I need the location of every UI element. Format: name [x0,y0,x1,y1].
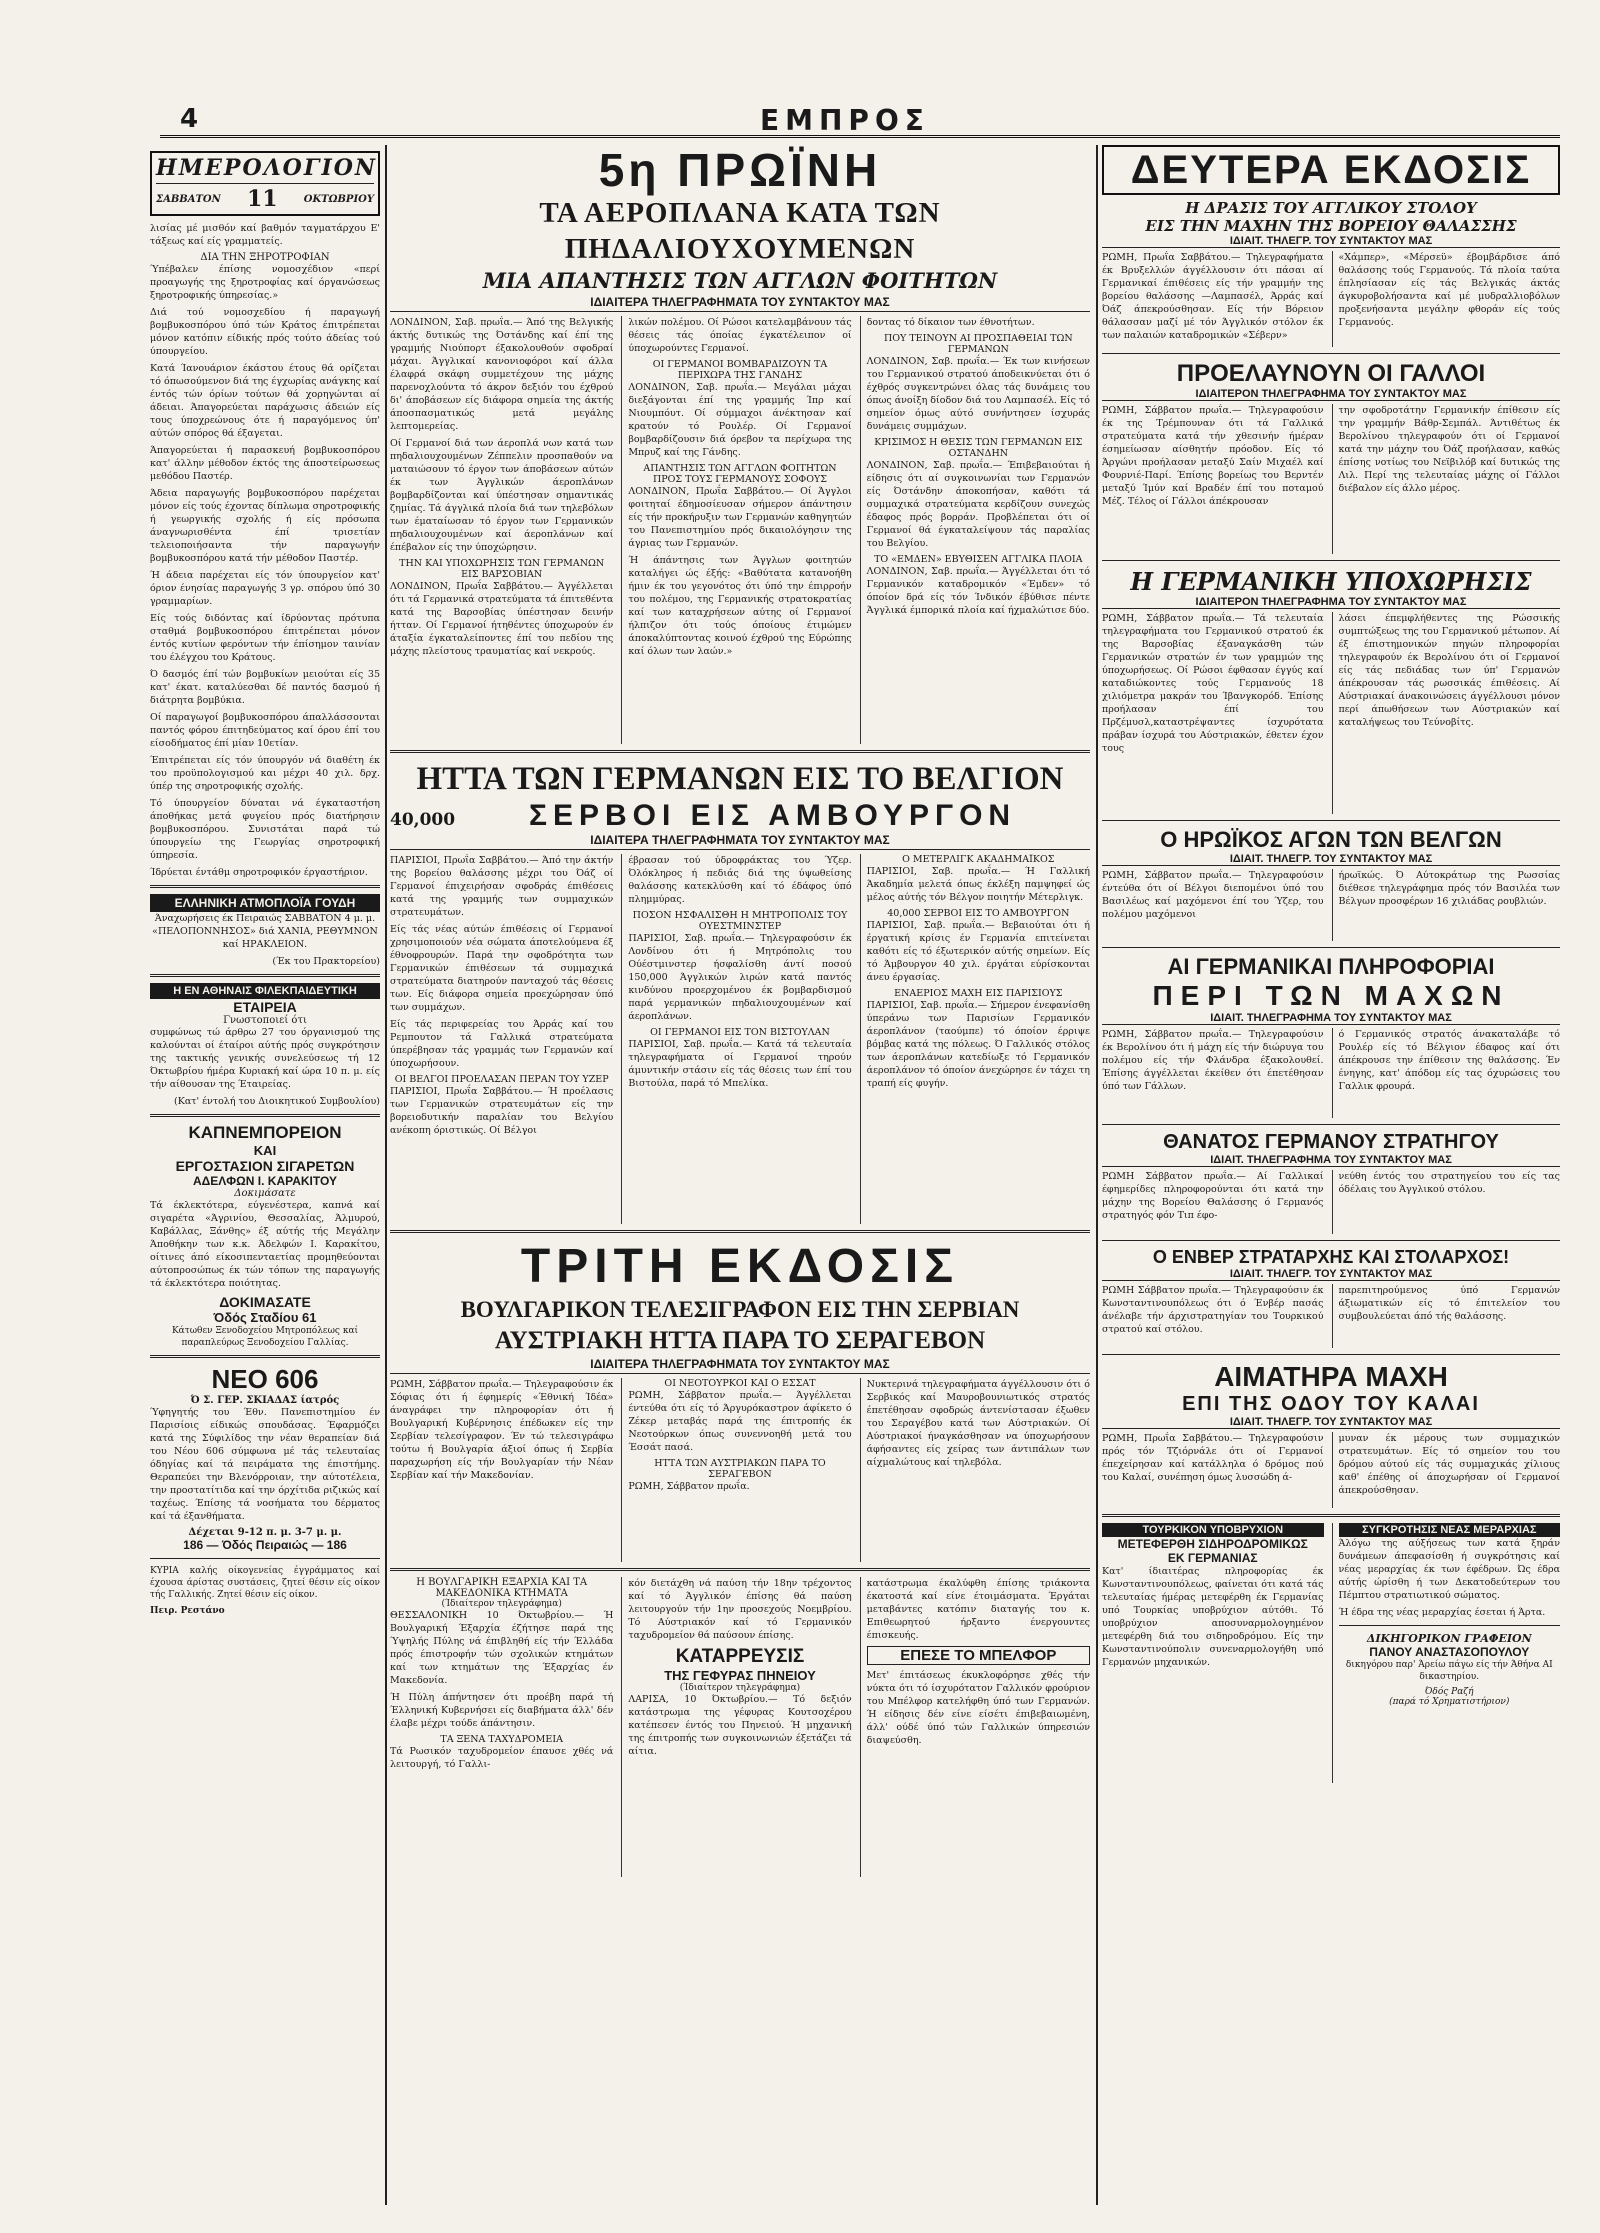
brief-name: ΠΑΝΟΥ ΑΝΑΣΤΑΣΟΠΟΥΛΟΥ [1369,1645,1530,1659]
masthead [40,20,1560,137]
article-paragraph: Άπαγορεύεται ή παρασκευή βομβυκοσπόρου κατ' άλλην μέθοδον έκτός της άποστείρωσεως μεθόδου Παστέρ. [150,445,380,482]
masthead-rule [160,135,1560,138]
news-subheading: ΑΠΑΝΤΗΣΙΣ ΤΩΝ ΑΓΓΛΩΝ ΦΟΙΤΗΤΩΝ ΠΡΟΣ ΤΟΥΣ ΓΕΡΜΑΝΟΥΣ ΣΟΦΟΥΣ [643,463,837,485]
notice-title: ΕΛΛΗΝΙΚΗ ΑΤΜΟΠΛΟΪΑ ΓΟΥΔΗ [150,894,380,912]
news-paragraph: «Χάμπερ», «Μέρσεϋ» έβομβάρδισε άπό θαλάσσης τούς Γερμανούς. Τά πλοία ταύτα έπλησίασαν είς τάς Βελγικάς άκτάς άγκυροβολήσαντα καί μέ μυδραλλιοβόλων προξενήσαντα μεγάλην φθοράν είς τούς Γερμανούς. [1338,252,1560,328]
news-subheading: ΗΤΤΑ ΤΩΝ ΑΥΣΤΡΙΑΚΩΝ ΠΑΡΑ ΤΟ ΣΕΡΑΓΕΒΟΝ [654,1458,826,1480]
ad-address: 186 — Όδός Πειραιώς — 186 [183,1538,347,1552]
news-block [390,1577,1090,1877]
middle-column [390,145,1090,2205]
telegram-note: ΙΔΙΑΙΤ. ΤΗΛΕΓΡ. ΤΟΥ ΣΥΝΤΑΚΤΟΥ ΜΑΣ [1102,853,1560,866]
main-headline: ΤΑ ΑΕΡΟΠΛΑΝΑ ΚΑΤΑ ΤΩΝ ΠΗΔΑΛΙΟΥΧΟΥΜΕΝΩΝ [539,197,941,265]
headline: ΕΠΙ ΤΗΣ ΟΔΟΥ ΤΟΥ ΚΑΛΑΙ [1182,1393,1480,1415]
news-subheading: ΤΟ «ΕΜΔΕΝ» ΕΒΥΘΙΣΕΝ ΑΓΓΛΙΚΑ ΠΛΟΙΑ [874,554,1083,565]
notice-lead: Γνωστοποιεί ότι [223,1015,307,1026]
news-subheading: ΟΙ ΓΕΡΜΑΝΟΙ ΕΙΣ ΤΟΝ ΒΙΣΤΟΥΛΑΝ [650,1027,830,1038]
brief-subtitle: ΕΚ ΓΕΡΜΑΝΙΑΣ [1167,1551,1258,1565]
telegram-note: ΙΔΙΑΙΤ. ΤΗΛΕΓΡΑΦΗΜΑ ΤΟΥ ΣΥΝΤΑΚΤΟΥ ΜΑΣ [1102,1154,1560,1167]
classified-signature: Πειρ. Ρεστάνο [150,1606,225,1616]
news-subheading: ΠΟΣΟΝ ΗΣΦΑΛΙΣΘΗ Η ΜΗΤΡΟΠΟΛΙΣ ΤΟΥ ΟΥΕΣΤΜΙΝΣΤΕΡ [632,910,848,932]
edition-tag: 5η ΠΡΩΪΝΗ [598,145,882,196]
news-note: (Ίδιαίτερον τηλεγράφημα) [441,1599,562,1609]
news-paragraph: Ή άπάντησις των Άγγλων φοιτητών καταλήγει ώς έξής: «Βαθύτατα κατανοήθη ήμιν έκ του γεγονότος ότι ύπό την έπιρροήν του πολέμου, της Γερμανικής στρατοκρατίας καί των καταχρήσεων αύτης οί Γερμανοί ήλπιζον ότι τούς όποίους έτιμώμεν άποκαλύπτοντας κοινού έχθρού της Εύρώπης καί όλων των λαών.» [628,555,852,657]
news-paragraph: ό Γερμανικός στρατός άνακαταλάβε τό Ρουλέρ είς τό Βέλγιον έδαφος καί ότι άπέκρουσε την έπίθεσιν της θαλάσσης. Έν ένηγης, κατ' άπόδομ είς τας όχυρώσεις του Γαλλικ φρουρά. [1338,1029,1560,1092]
calendar-box [150,151,380,216]
news-paragraph: λικών πολέμου. Οί Ρώσοι κατελαμβάνουν τάς θέσεις τάς όποίας έγκατέλειπον οί ύποχωρούντες Γερμανοί. [628,317,852,354]
ad-text: Ύφηγητής του Έθν. Πανεπιστημίου έν Παρισίοις είδικώς σπουδάσας. Έφαρμόζει κατά της Σύφιλίδος την νέαν θεραπείαν διά του Νέου 606 σύμφωνα μέ τάς τελευταίας όδηγίας καί τά πειράματα της έπιστήμης. Θεραπεύει την Βλενόρροιαν, την αύτοτέλεια, την προστατίτιδα καί την όρχίτιδα ριζικώς καί ταχέως. Έπίσης τά νοσήματα του δέρματος καί τά έξανθήματα. [150,1407,380,1522]
ad-title: ΝΕΟ 606 [211,1364,319,1394]
headline-count: 40,000 [390,810,456,830]
news-paragraph: ΛΟΝΔΙΝΟΝ, Σαβ. πρωΐα.— Άγγέλλεται ότι τό Γερμανικόν καταδρομικόν «Έμδεν» τό όποίον δρά είς τόν Ίνδικόν έβύθισε πέντε Άγγλικά έμπορικά πλοία καί ήχμαλώτισε δύο. [866,566,1090,616]
telegram-note: ΙΔΙΑΙΤΕΡΑ ΤΗΛΕΓΡΑΦΗΜΑΤΑ ΤΟΥ ΣΥΝΤΑΚΤΟΥ ΜΑΣ [390,833,1090,850]
news-block [390,316,1090,744]
headline: ΘΑΝΑΤΟΣ ΓΕΡΜΑΝΟΥ ΣΤΡΑΤΗΓΟΥ [1163,1131,1499,1153]
article-paragraph: Έπιτρέπεται είς τόν ύπουργόν νά διαθέτη έκ του προϋπολογισμού και μέχρι 40 χιλ. δρχ. ύπέρ της σηροτροφικής σχολής. [150,755,380,792]
news-paragraph: έβρασαν τού ύδροφράκτας του Ύζερ. Όλόκληρος ή πεδιάς διά της ύψωθείσης θαλάσσης κατεκλύσθη καί τό έδάφος ύπό πλημμύρας. [628,855,852,905]
brief-subtitle: ΜΕΤΕΦΕΡΘΗ ΣΙΔΗΡΟΔΡΟΜΙΚΩΣ [1117,1537,1308,1551]
news-paragraph: ΛΟΝΔΙΝΟΝ, Σαβ. πρωΐα.— Έκ των κινήσεων του Γερμανικού στρατού άποδεικνύεται ότι ό έχθρός συγκεντρώνει όλας τάς δυνάμεις του όπως άνοίξη δίοδον διά του Λαμπασέλ. Είς τό σημείον όμως αύτό συνήντησεν ίσχυράς δυνάμεις συμμάχων. [866,356,1090,432]
brief-address: Όδός Ραζή [1424,1687,1474,1697]
notice-subtitle: ΕΤΑΙΡΕΙΑ [233,999,297,1015]
news-paragraph: ΛΟΝΔΙΝΟΝ, Σαβ. πρωΐα.— Μεγάλαι μάχαι διεξάγονται έπί της γραμμής Ίπρ καί Νιουμπόυτ. Οί σύμμαχοι άνέκτησαν καί κρατούν τό Ρουλέρ. Οί Γερμανοί βομβαρδίζουσιν διά όρεβον τα περίχωρα της Μπρυζ καί της Γάνδης. [628,382,852,458]
newspaper-page [40,20,1560,2210]
news-paragraph: κατάστρωμα έκαλύφθη έπίσης τριάκοντα έκατοστά καί είνε έτοιμάσματα. Έργάται μεταβάντες κατόπιν διαταγής του κ. Επιθεωρητού ήρξαντο ένεργουντες έπισκευής. [866,1578,1090,1641]
news-paragraph: ΡΩΜΗ, Σάββατον πρωΐα.— Τηλεγραφούσιν έκ Βερολίνου ότι ή μάχη είς τήν διώρυγα του πολέμου είς τήν Φλάνδρα έξακολουθεί. Έπίσης άγγέλλεται έκείθεν ότι έπετέθησαν ύπό των Γάλλων. [1102,1029,1324,1092]
news-paragraph: Οί Γερμανοί διά των άεροπλά νων κατά των πηδαλιουχουμένων Ζέππελιν προσπαθούν να ματαιώσουν τό έργον των άποβάσεων αύτών έκ των Άγγλικών άεροπλάνων βομβαρδίζονται καί ύπέστησαν σημαντικάς ζημίας. Τά άγγλικά πλοία διά των τηλεβόλων των έματαίωσαν τό έργον των Γερμανικών πηδαλιουχουμένων καί άεροπλάνων καί έπέβαλον είς την ύποχώρησιν. [390,438,614,553]
headline: ΑΥΣΤΡΙΑΚΗ ΗΤΤΑ ΠΑΡΑ ΤΟ ΣΕΡΑΓΕΒΟΝ [494,1327,986,1354]
news-paragraph: ΠΑΡΙΣΙΟΙ, Πρωΐα Σαββάτου.— Άπό την άκτήν της βορείου θαλάσσης μέχρι του Όάζ οί Γερμανοί έπιχειρήσαν σφοδράς έπιθέσεις κατά της γραμμής των συμμαχικών στρατευμάτων. [390,855,614,918]
news-paragraph: ΘΕΣΣΑΛΟΝΙΚΗ 10 Όκτωβρίου.— Ή Βουλγαρική Έξαρχία έζήτησε παρά της Ύψηλής Πύλης νά έπιβληθή είς τήν Έλλάδα πρός έπιστροφήν τών σχολικών κτημάτων καί των κτημάτων της Έξαρχίας έν Μακεδονία. [390,1610,614,1686]
calendar-month: ΟΚΤΩΒΡΙΟΥ [303,193,374,205]
brief-text: Άλόγω της αύξήσεως των κατά ξηράν δυνάμεων άπεφασίσθη ή συγκρότησις καί νέας μεραρχίας έκ των έφέδρων. Ώς έδρα αύτής ώρίσθη ή των Δεκατοδεύτερων του Πέμπτου στρατιωτικού σώματος. [1338,1538,1560,1601]
news-paragraph: ΠΑΡΙΣΙΟΙ, Σαβ. πρωΐα.— Σήμερον ένεφανίσθη ύπεράνω των Παρισίων Γερμανικόν άεροπλάνον (ταούμπε) τό όποίον έρριψε βόμβας κατά της πόλεως. Ό Γαλλικός στόλος των άεροπλάνων κατεδίωξε τό Γερμανικόν άεροπλάνον τό όποίον άνεχώρησε έν τάχει τη τραπή είς φυγήν. [866,1000,1090,1089]
news-paragraph: Είς τάς περιφερείας του Άρράς καί του Ρεμπουτον τά Γαλλικά στρατεύματα ύπερέβησαν τάς γραμμάς των Γερμανών καί ύποχωρήσουν. [390,1019,614,1069]
ad-doctor: Ό Σ. ΓΕΡ. ΣΚΙΑΔΑΣ ίατρός [190,1395,340,1406]
notice-title: Η ΕΝ ΑΘΗΝΑΙΣ ΦΙΛΕΚΠΑΙΔΕΥΤΙΚΗ [150,983,380,999]
news-paragraph: Νυκτερινά τηλεγραφήματα άγγέλλουσιν ότι ό Σερβικός καί Μαυροβουνιωτικός στρατός έπετέθησαν σφοδρώς άντενίστασαν έξωθεν του Σεραγέβου κατά των Αύστριακών. Οί Αύστριακοί ήναγκάσθησαν να ύποχωρήσουν άφήσαντες είς χείρας των άντιπάλων των αίχμαλώτους καί τηλεβόλα. [866,1379,1090,1468]
news-paragraph: ΡΩΜΗ, Σάββατον πρωΐα.— Τηλεγραφούσιν έκ Σόφιας ότι ή έφημερίς «Έθνική Ίδέα» άναγράφει την πληροφορίαν ότι ή Βουλγαρική Κυβέρνησις έπέδωκεν είς την Σερβίαν τελεσίγραφον. Έν τώ τελεσιγράφω τούτω ή Βουλγαρία άξιοί όπως ή Σερβία παραχωρήση είς τήν Βουλγαρίαν τήν Νέαν Σερβίαν καί τήν Μακεδονίαν. [390,1379,614,1481]
notice-signature: (Έκ του Πρακτορείου) [272,956,380,967]
news-paragraph: ΛΟΝΔΙΝΟΝ, Σαβ. πρωΐα.— Έπιβεβαιούται ή είδησις ότι αί συγκοινωνίαι των Γερμανών είς Όστάνδην άποκοπήσαν, καθότι τά συμμαχικά στρατεύματα κερδίζουν συνεχώς έδαφος πρός βορράν. Προβλέπεται ότι οί Γερμανοί θά έγκαταλείψουν τάς παραλίας του Βελγίου. [866,460,1090,549]
brief-title: ΔΙΚΗΓΟΡΙΚΟΝ ΓΡΑΦΕΙΟΝ [1366,1632,1532,1645]
news-paragraph: ΡΩΜΗ, Σάββατον πρωΐα.— Τηλεγραφούσιν έντεύθα ότι οί Βέλγοι διεπομένοι ύπό του Βασιλέως καί μαχόμενοι έπί του Ύζερ, του πολέμου μαχόμενοι [1102,870,1324,920]
calendar-title: ΗΜΕΡΟΛΟΓΙΟΝ [156,155,378,181]
news-subheading: ΟΙ ΒΕΛΓΟΙ ΠΡΟΕΛΑΣΑΝ ΠΕΡΑΝ ΤΟΥ ΥΖΕΡ [394,1074,609,1085]
page-number: 4 [180,104,199,134]
calendar-date: 11 [246,186,278,212]
news-paragraph: μυναν έκ μέρους των συμμαχικών στρατευμάτων. Είς τό σημείον του του δρόμου αύτού είς τάς συμμαχικάς χίλιους καθ' έπέθης οί άποχωρήσαν οί Γερμανοί άπεκρούσθησαν. [1338,1433,1560,1496]
news-subheading: Η ΒΟΥΛΓΑΡΙΚΗ ΕΞΑΡΧΙΑ ΚΑΙ ΤΑ ΜΑΚΕΔΟΝΙΚΑ ΚΤΗΜΑΤΑ [416,1577,588,1599]
news-subheading: ΤΑ ΞΕΝΑ ΤΑΧΥΔΡΟΜΕΙΑ [440,1734,563,1745]
news-paragraph: κόν διετάχθη νά παύση τήν 18ην τρέχοντος καί τό Άγγλικόν έπίσης θά παύση λειτουργούν τήν 1ην προσεχούς Νοεμβρίου. Τό Αύστριακόν καί τό Γερμανικόν ταχυδρομείον θά παύσουν έπίσης. [628,1578,852,1641]
news-paragraph: ήρωϊκώς. Ό Αύτοκράτωρ της Ρωσσίας διέθεσε τηλεγράφημα πρός τόν Βασιλέα των Βέλγων προσφέρων 16 χιλιάδας ρουβλιών. [1338,870,1560,907]
news-paragraph: ΡΩΜΗ, Πρωΐα Σαββάτου.— Τηλεγραφούσιν πρός τόν Τζιόρνάλε ότι οί Γερμανοί έπεχείρησαν καί κατάλληλα ό δρόμος πού του Καλαί, συνέπηση όμως λυσσώδη ά- [1102,1433,1324,1483]
news-paragraph: ΠΑΡΙΣΙΟΙ, Σαβ. πρωΐα.— Βεβαιούται ότι ή έργατική κρίσις έν Γερμανία επιτείνεται καθότι είς τό έξωτερικόν αύτής σημείων. Είς τό Άμβουργον 40 χιλ. έργάται εύρίσκονται άνευ έργασίας. [866,920,1090,983]
edition-tag: ΔΕΥΤΕΡΑ ΕΚΔΟΣΙΣ [1102,145,1560,195]
headline: Ο ΕΝΒΕΡ ΣΤΡΑΤΑΡΧΗΣ ΚΑΙ ΣΤΟΛΑΡΧΟΣ! [1152,1247,1510,1267]
news-paragraph: ΡΩΜΗ Σάββατον πρωΐα.— Αί Γαλλικαί έφημερίδες πληροφορούνται ότι κατά την μάχην της Βορείου Θαλάσσης ό Γερμανός στρατηγός φόν Τιπ έφο- [1102,1171,1324,1221]
classified-text: ΚΥΡΙΑ καλής οίκογενείας έγγράμματος καί έχουσα άρίστας συστάσεις, ζητεί θέσιν είς οίκον τής Γαλλικής. Ζητεί θέσιν είς οίκον. [150,1566,380,1600]
headline: ΠΡΟΕΛΑΥΝΟΥΝ ΟΙ ΓΑΛΛΟΙ [1176,360,1486,387]
article-paragraph: Τό ύπουργείον δύναται νά έγκαταστήση άποθήκας μετά φυγείου πρός διατήρησιν βομβυκοσπόρου. Συνιστάται παρά τώ ύπουργείω της Γεωργίας σηροτροφική ύπηρεσία. [150,798,380,861]
telegram-note: ΙΔΙΑΙΤΕΡΑ ΤΗΛΕΓΡΑΦΗΜΑΤΑ ΤΟΥ ΣΥΝΤΑΚΤΟΥ ΜΑΣ [390,295,1090,312]
article-paragraph: Άδεια παραγωγής βομβυκοσπόρου παρέχεται μόνον είς τούς έχοντας δίπλωμα σηροτροφικής ή γεωργικής σχολής ή είς πρόσωπα άναγνωρισθέντα έπί τρισετίαν τελειοποιήσαντα τήν παραγωγήν βομβυκοσπόρου κατά τήν μέθοδον Παστέρ. [150,488,380,564]
telegram-note: ΙΔΙΑΙΤ. ΤΗΛΕΓΡ. ΤΟΥ ΣΥΝΤΑΚΤΟΥ ΜΑΣ [1102,1416,1560,1429]
headline: ΕΙΣ ΤΗΝ ΜΑΧΗΝ ΤΗΣ ΒΟΡΕΙΟΥ ΘΑΛΑΣΣΗΣ [1145,217,1517,235]
news-paragraph: ΡΩΜΗ, Σάββατον πρωΐα. [628,1481,750,1492]
news-paragraph: ΠΑΡΙΣΙΟΙ, Σαβ. πρωΐα.— Τηλεγραφούσιν έκ Λονδίνου ότι ή Μητρόπολις του Ούέστμινστερ ήσφαλίσθη άντί ποσού 150,000 Άγγλικών λιρών κατά παντός κινδύνου προερχομένου έκ βομβαρδισμού παρά γερμανικών πηδαλιουχουμένων καί άεροπλάνων. [628,933,852,1022]
notice-signature: (Κατ' έντολή του Διοικητικού Συμβουλίου) [174,1096,380,1107]
column-divider [385,145,387,2205]
news-paragraph: ΠΑΡΙΣΙΟΙ, Σαβ. πρωΐα.— Ή Γαλλική Άκαδημία μελετά όπως έκλέξη παμψηφεί ώς μέλος αύτής τόν Βέλγον ποιητήν Μέτερλιγκ. [866,866,1090,903]
news-subheading: ΕΝΑΕΡΙΟΣ ΜΑΧΗ ΕΙΣ ΠΑΡΙΣΙΟΥΣ [894,988,1063,999]
brief-title: ΤΟΥΡΚΙΚΟΝ ΥΠΟΒΡΥΧΙΟΝ [1102,1523,1324,1537]
headline: ΗΤΤΑ ΤΩΝ ΓΕΡΜΑΝΩΝ ΕΙΣ ΤΟ ΒΕΛΓΙΟΝ [416,761,1064,797]
ad-and: ΚΑΙ [253,1143,277,1158]
ad-hours: Δέχεται 9-12 π. μ. 3-7 μ. μ. [188,1527,342,1538]
news-paragraph: Μετ' έπιτάσεως έκυκλοφόρησε χθές τήν νύκτα ότι τό ίσχυρότατον Γαλλικόν φρούριον του Μπέλφορ κατελήφθη ύπό των Γερμανών. Ή είδησις δέν είνε είσέτι έπιβεβαιωμένη, άλλ' ούδέ ύπό τών Γαλλικών ύπηρεσιών διαψεύσθη. [866,1670,1090,1746]
news-subheading: ΤΗΝ ΚΑΙ ΥΠΟΧΩΡΗΣΙΣ ΤΩΝ ΓΕΡΜΑΝΩΝ ΕΙΣ ΒΑΡΣΟΒΙΑΝ [399,558,605,580]
news-paragraph: Ή Πύλη άπήντησεν ότι προέβη παρά τή Έλληνική Κυβερνήσει είς διαβήματα άλλ' δέν έλαβε μέχρι τούδε άπάντησιν. [390,1692,614,1729]
telegram-note: ΙΔΙΑΙΤΕΡΑ ΤΗΛΕΓΡΑΦΗΜΑΤΑ ΤΟΥ ΣΥΝΤΑΚΤΟΥ ΜΑΣ [390,1357,1090,1374]
news-paragraph: Είς τάς νέας αύτών έπιθέσεις οί Γερμανοί χρησιμοποιούν νέα σώματα άποτελούμενα έξ έθνοφρουρών. Παρά την σφοδρότητα των Γερμανικών έπιθέσεων τά συμμαχικά στρατεύματα διατηρούν πανταχού τάς θέσεις των. Είς διάφορα σημεία προεχώρησαν ύπό των συμμάχων. [390,924,614,1013]
news-paragraph: ΛΟΝΔΙΝΟΝ, Πρωΐα Σαββάτου.— Άγγέλλεται ότι τά Γερμανικά στρατεύματα τά έπιτεθέντα κατά της Βαρσοβίας ύπέστησαν δεινήν ήτταν. Οί Γερμανοί ήτηθέντες ύποχωρούν έν άταξία έγκαταλείποντες έπί του πεδίου της μάχης πλείστους τραυματίας καί νεκρούς. [390,581,614,657]
column-divider [1096,145,1098,2205]
ad-address: Όδός Σταδίου 61 [213,1310,317,1325]
headline: Η ΔΡΑΣΙΣ ΤΟΥ ΑΓΓΛΙΚΟΥ ΣΤΟΛΟΥ [1185,199,1477,217]
brief-title: ΣΥΓΚΡΟΤΗΣΙΣ ΝΕΑΣ ΜΕΡΑΡΧΙΑΣ [1339,1523,1561,1537]
article-title: ΔΙΑ ΤΗΝ ΞΗΡΟΤΡΟΦΙΑΝ [200,252,330,263]
news-subheading: ΚΡΙΣΙΜΟΣ Η ΘΕΣΙΣ ΤΩΝ ΓΕΡΜΑΝΩΝ ΕΙΣ ΟΣΤΑΝΔΗΝ [874,437,1083,459]
headline: ΑΙ ΓΕΡΜΑΝΙΚΑΙ ΠΛΗΡΟΦΟΡΙΑΙ [1167,954,1495,979]
news-subheading: Ο ΜΕΤΕΡΛΙΓΚ ΑΚΑΔΗΜΑΪΚΟΣ [902,854,1055,865]
news-note: (Ίδιαίτερον τηλεγράφημα) [679,1683,801,1693]
article-paragraph: Οί παραγωγοί βομβυκοσπόρου άπαλλάσσονται παντός φόρου έπιτηδεύματος καί όρου έπί του είσοδήματος έπί μίαν 10ετίαν. [150,712,380,749]
intro-text: λισίας μέ μισθόν καί βαθμόν ταγματάρχου Ε' τάξεως καί είς γραμματείς. [150,223,380,247]
headline: Ο ΗΡΩΪΚΟΣ ΑΓΩΝ ΤΩΝ ΒΕΛΓΩΝ [1160,827,1502,852]
headline: Η ΓΕΡΜΑΝΙΚΗ ΥΠΟΧΩΡΗΣΙΣ [1130,567,1532,596]
news-subheading: ΟΙ ΓΕΡΜΑΝΟΙ ΒΟΜΒΑΡΔΙΖΟΥΝ ΤΑ ΠΕΡΙΧΩΡΑ ΤΗΣ ΓΑΝΔΗΣ [652,359,828,381]
ad-brothers: ΑΔΕΛΦΩΝ Ι. ΚΑΡΑΚΙΤΟΥ [193,1174,337,1188]
news-headline: ΚΑΤΑΡΡΕΥΣΙΣ [675,1646,805,1667]
headline: ΠΕΡΙ ΤΩΝ ΜΑΧΩΝ [1152,980,1510,1011]
news-paragraph: ΡΩΜΗ Σάββατον πρωΐα.— Τηλεγραφούσιν έκ Κωνσταντινουπόλεως ότι ό Ένβέρ πασάς άνέλαβε τήν άρχιστρατηγίαν του Τουρκικού στρατού καί στόλου. [1102,1285,1324,1335]
telegram-note: ΙΔΙΑΙΤ. ΤΗΛΕΓΡ. ΤΟΥ ΣΥΝΤΑΚΤΟΥ ΜΑΣ [1102,235,1560,248]
news-headline: ΕΠΕΣΕ ΤΟ ΜΠΕΛΦΟΡ [867,1646,1090,1665]
notice-text: συμφώνως τώ άρθρω 27 του όργανισμού της καλούνται οί έταίροι αύτής πρός συγκρότησιν της τακτικής γενικής συνελεύσεως τή 12 Όκτωβρίου ήμέρα Κυριακή καί ώρα 10 π. μ. είς τήν αίθουσαν της Έταιρείας. [150,1027,380,1090]
article-paragraph: Ό δασμός έπί τών βομβυκίων μειούται είς 35 κατ' έκατ. καταλύεσθαι δέ παντός δασμού ή διάτρητα βομβύκια. [150,669,380,706]
left-column [150,145,380,2205]
headline: ΒΟΥΛΓΑΡΙΚΟΝ ΤΕΛΕΣΙΓΡΑΦΟΝ ΕΙΣ ΤΗΝ ΣΕΡΒΙΑΝ [460,1297,1020,1322]
article-paragraph: Είς τούς διδόντας καί ίδρύοντας πρότυπα σταθμά βομβυκοσπόρου έπιτρέπεται μόνον έντός κυτίων φερόντων τήν έπίσημον ταινίαν του έλέγχου του Κράτους. [150,613,380,663]
news-paragraph: την σφοδροτάτην Γερμανικήν έπίθεσιν είς την γραμμήν Βάθρ-Σεμπάλ. Άντιθέτως έκ Βερολίνου τηλεγραφούν ότι οί Γερμανοί κατά την μάχην του Όάζ προήλασαν, καθώς έπίσης νοτίως του Νεϊβιλόβ καί δυτικώς της Λιλ. Περί της τελευταίας μάχης οί Γάλλοι διέβαλον είς άλλο μέρος. [1338,405,1560,494]
ad-try: ΔΟΚΙΜΑΣΑΤΕ [219,1294,311,1310]
news-paragraph: Τά Ρωσικόν ταχυδρομείον έπαυσε χθές νά λειτουργή, τό Γαλλι- [390,1746,614,1770]
ad-text: Τά έκλεκτότερα, εύγενέστερα, καπνά καί σιγαρέτα «Άγρινίου, Θεσσαλίας, Άλμυρού, Καβάλλας, Ξάνθης» έξ αύτής τής Μεγάλην Άποθήκην των κ.κ. Άδελφών Ι. Καρακίτου, οίτινες άπό είκοσιπενταετίας προμηθεύονται αύτοπροσώπως έκ τών τόπων της παραγωγής τά έκλεκτότερα ποιότητας. [150,1200,380,1289]
news-subheading: ΟΙ ΝΕΟΤΟΥΡΚΟΙ ΚΑΙ Ο ΕΣΣΑΤ [664,1378,816,1389]
news-subheading: ΠΟΥ ΤΕΙΝΟΥΝ ΑΙ ΠΡΟΣΠΑΘΕΙΑΙ ΤΩΝ ΓΕΡΜΑΝΩΝ [883,333,1073,355]
news-paragraph: ΠΑΡΙΣΙΟΙ, Σαβ. πρωΐα.— Κατά τά τελευταία τηλεγραφήματα οί Γερμανοί τηρούν άμυντικήν στάσιν είς τάς θέσεις των έπί του Βιστούλα, παρά τό Μπελίκα. [628,1039,852,1089]
ad-title: ΚΑΠΝΕΜΠΟΡΕΙΟΝ [188,1123,342,1142]
news-paragraph: ΛΟΝΔΙΝΟΝ, Σαβ. πρωΐα.— Άπό της Βελγικής άκτής δυτικώς της Όστάνδης καί έπί της γραμμής Νιούπορτ έξακολουθούν σφοδραί μάχαι. Άγγλικαί κανονιοφόροι καί άλλα έλαφρά σκάφη συμμετέχουν της μάχης παρενοχλούντα τό άκρον δεξιόν του έχθρού δι' άποβάσεων είς διάφορα σημεία της άκτής άποσπασματικώς μετά μεγάλης λεπτομερείας. [390,317,614,432]
news-paragraph: δοντας τό δίκαιον των έθνοτήτων. [866,317,1035,328]
article-paragraph: Ή άδεια παρέχεται είς τόν ύπουργείον κατ' όριον ένησίας παραγωγής 3 γρ. σπόρου ύπό 30 γραμμαρίων. [150,570,380,607]
news-paragraph: ΡΩΜΗ, Σάββατον πρωΐα.— Τά τελευταία τηλεγραφήματα του Γερμανικού στρατού έκ της Βαρσοβίας έξαναγκάσθη τών Γερμανικών στρατών έν των γραμμών της ύποχωρήσεως. Οί Ρώσοι έφθασαν έγγύς καί καταδιώκοντες τούς Γερμανούς 18 χιλιόμετρα μακράν του Ίβανγκορόδ. Έπίσης προήλασαν έπί του Πρζέμυσλ,καταστρέψαντες ίσχυρότατα πράβαν ίσχυρά του Αύστριακών, έθετεν έχον τους [1102,613,1324,754]
ad-subtitle: ΕΡΓΟΣΤΑΣΙΟΝ ΣΙΓΑΡΕΤΩΝ [175,1158,355,1174]
paper-name: ΕΜΠΡΟΣ [760,104,930,137]
news-paragraph: ΡΩΜΗ, Πρωΐα Σαββάτου.— Τηλεγραφήματα έκ Βρυξελλών άγγέλλουσιν ότι πάσαι αί Γερμανικαί έπιθέσεις είς τήν γραμμήν της βορείου θαλάσσης —Λαμπασέλ, Άρράς καί Όάζ άπεκρούσθησαν. Είς τήν Βόρειον θάλασσαν μαζί μέ τόν Άγγλικόν στόλον έκ των παλαιών καταδρομικών «Σέβερν» [1102,252,1324,341]
news-block [390,854,1090,1224]
news-paragraph: λάσει έπεμφλήθεντες της Ρώσσικής συμπτώξεως της του Γερμανικού μέτωπον. Αί έξ έπιστημονικών πηγών πληροφορίαι τηλεγραφούν έκ Βερολίνου ότι οί Γερμανοί είς τάς πεδιάδας των ύπ' Γερμανών άπέκρουσαν τάς ρωσσικάς έπιθέσεις. Αί Αύστριακαί άνακοινώσεις άγγέλλουσι μόνον περί άπωθήσεων των Αύστριακών καί καταλήψεως του Τεύνοβίτς. [1338,613,1560,728]
telegram-note: ΙΔΙΑΙΤ. ΤΗΛΕΓΡ. ΤΟΥ ΣΥΝΤΑΚΤΟΥ ΜΑΣ [1102,1268,1560,1281]
right-column [1102,145,1560,2205]
news-paragraph: παρεπιτηρούμενος ύπό Γερμανών άξιωματικών είς τό έπιτελείον του συμβουλεύεται άπό τής θαλάσσης. [1338,1285,1560,1322]
news-paragraph: ΡΩΜΗ, Σάββατον πρωΐα.— Άγγέλλεται έντεύθα ότι είς τό Άργυρόκαστρον άφίκετο ό Ζέκερ μεταβάς παρά της έπιτροπής έκ Νεοτούρκων όπως συνεννοηθή μετά του Έσσάτ πασά. [628,1390,852,1453]
sub-headline: ΜΙΑ ΑΠΑΝΤΗΣΙΣ ΤΩΝ ΑΓΓΛΩΝ ΦΟΙΤΗΤΩΝ [482,268,998,293]
article-paragraph: Ύπέβαλεν έπίσης νομοσχέδιον «περί προαγωγής της ξηροτροφίας καί όργανώσεως ξηροτροφικής ύπηρεσίας.» [150,264,380,301]
news-headline: ΤΗΣ ΓΕΦΥΡΑΣ ΠΗΝΕΙΟΥ [664,1668,816,1683]
news-block [390,1378,1090,1562]
calendar-day: ΣΑΒΒΑΤΟΝ [156,193,221,205]
news-subheading: 40,000 ΣΕΡΒΟΙ ΕΙΣ ΤΟ ΑΜΒΟΥΡΓΟΝ [887,908,1070,919]
ad-footer: Κάτωθεν Ξενοδοχείου Μητροπόλεως καί παραπλεύρως Ξενοδοχείου Γαλλίας. [171,1326,359,1348]
article-paragraph: Κατά Ίανουάριον έκάστου έτους θά ορίζεται τό όπωσούμενον διά της έγχωρίας ανάγκης καί έντός τών όρίων τούτων θά χορηγώνται αί άδειαι. Άπαγορεύεται παράχωσις άδειών είς τους ύποχρεώνους ότε ή παραγόμενος ύπ' αύτών σπόρος θά έξαγεται. [150,363,380,439]
news-paragraph: ΛΑΡΙΣΑ, 10 Όκτωβρίου.— Τό δεξιόν κατάστρωμα της γέφυρας Κουτσοχέρου κατέπεσεν έντός του Πηνειού. Ή μηχανική της έπιτροπής των συγκοινωνιών έξετάζει τά αίτια. [628,1694,852,1757]
brief-text: Ή έδρα της νέας μεραρχίας έσεται ή Άρτα. [1338,1607,1546,1618]
news-paragraph: ΠΑΡΙΣΙΟΙ, Πρωΐα Σαββάτου.— Ή προέλασις των Γερμανικών στρατευμάτων είς την βορειοδυτικήν παραλίαν του Βελγίου ανέκοπη όριστικώς. Οί Βέλγοι [390,1086,614,1136]
news-paragraph: ΛΟΝΔΙΝΟΝ, Πρωΐα Σαββάτου.— Οί Άγγλοι φοιτηταί έδημοσίευσαν σήμερον άπάντησιν είς τήν προκήρυξιν των Γερμανών καθηγητών του Πανεπιστημίου πρός δικαιολόγησιν της άγριας των Γερμανών. [628,486,852,549]
headline: ΣΕΡΒΟΙ ΕΙΣ ΑΜΒΟΥΡΓΟΝ [528,799,1017,832]
article-paragraph: Διά τού νομοσχεδίου ή παραγωγή βομβυκοσπόρου ύπό τών Κράτος έπιτρέπεται μόνον κατόπιν είδικής πρός τούτο άδείας τού ύπουργείου. [150,307,380,357]
brief-text: δικηγόρου παρ' Άρείω πάγω είς τήν Άθήνα ΑΙ δικαστηρίου. [1345,1660,1553,1682]
notice-text: Άναχωρήσεις έκ Πειραιώς ΣΑΒΒΑΤΟΝ 4 μ. μ. «ΠΕΛΟΠΟΝΝΗΣΟΣ» διά ΧΑΝΙΑ, ΡΕΘΥΜΝΟΝ καί ΗΡΑΚΛΕΙΟΝ. [152,913,378,950]
telegram-note: ΙΔΙΑΙΤΕΡΟΝ ΤΗΛΕΓΡΑΦΗΜΑ ΤΟΥ ΣΥΝΤΑΚΤΟΥ ΜΑΣ [1102,596,1560,609]
edition-tag: ΤΡΙΤΗ ΕΚΔΟΣΙΣ [520,1240,960,1293]
brief-address: (παρά τό Χρηματιστήριον) [1389,1697,1510,1707]
telegram-note: ΙΔΙΑΙΤ. ΤΗΛΕΓΡΑΦΗΜΑ ΤΟΥ ΣΥΝΤΑΚΤΟΥ ΜΑΣ [1102,1012,1560,1025]
headline: ΑΙΜΑΤΗΡΑ ΜΑΧΗ [1214,1361,1448,1392]
ad-lead: Δοκιμάσατε [234,1188,296,1199]
article-paragraph: Ίδρύεται έντάθμ σηροτροφικόν έργαστήριον. [150,867,368,878]
news-paragraph: νεύθη έντός του στρατηγείου του είς τας όδέλαις του Άγγλικού στόλου. [1338,1171,1560,1195]
brief-text: Κατ' ίδιαιτέρας πληροφορίας έκ Κωνσταντινουπόλεως, φαίνεται ότι κατά τάς τελευταίας ήμέρας μετεφέρθη έκ Γερμανίας υπό Τουρκίας υποβρύχιον αύτόθι. Τό υποβρύχιον αποσυναρμολογημένον μετεφέρθη διά του σιδηροδρόμου. Είς την Κωνσταντινούπολιν συνεναρμολογήθη υπό Γερμανών μηχανικών. [1102,1566,1324,1668]
telegram-note: ΙΔΙΑΙΤΕΡΟΝ ΤΗΛΕΓΡΑΦΗΜΑ ΤΟΥ ΣΥΝΤΑΚΤΟΥ ΜΑΣ [1102,388,1560,401]
news-paragraph: ΡΩΜΗ, Σάββατον πρωΐα.— Τηλεγραφούσιν έκ της Τρέμπουναν ότι τά Γαλλικά στρατεύματα κατά τήν χθεσινήν ήμέραν έσημείωσαν αίσθητήν πρόοδον. Είς τό Άργώνι προήλασαν μεταξύ Σαίν Μιχαέλ καί Φουρνιέ-Παρί. Έπίσης βορείως του Βερντέν μεταξύ Ίμύν καί Βραδέν έπί του ποταμού Μέζ. Τέλος οί Γάλλοι άπέκρουσαν [1102,405,1324,507]
